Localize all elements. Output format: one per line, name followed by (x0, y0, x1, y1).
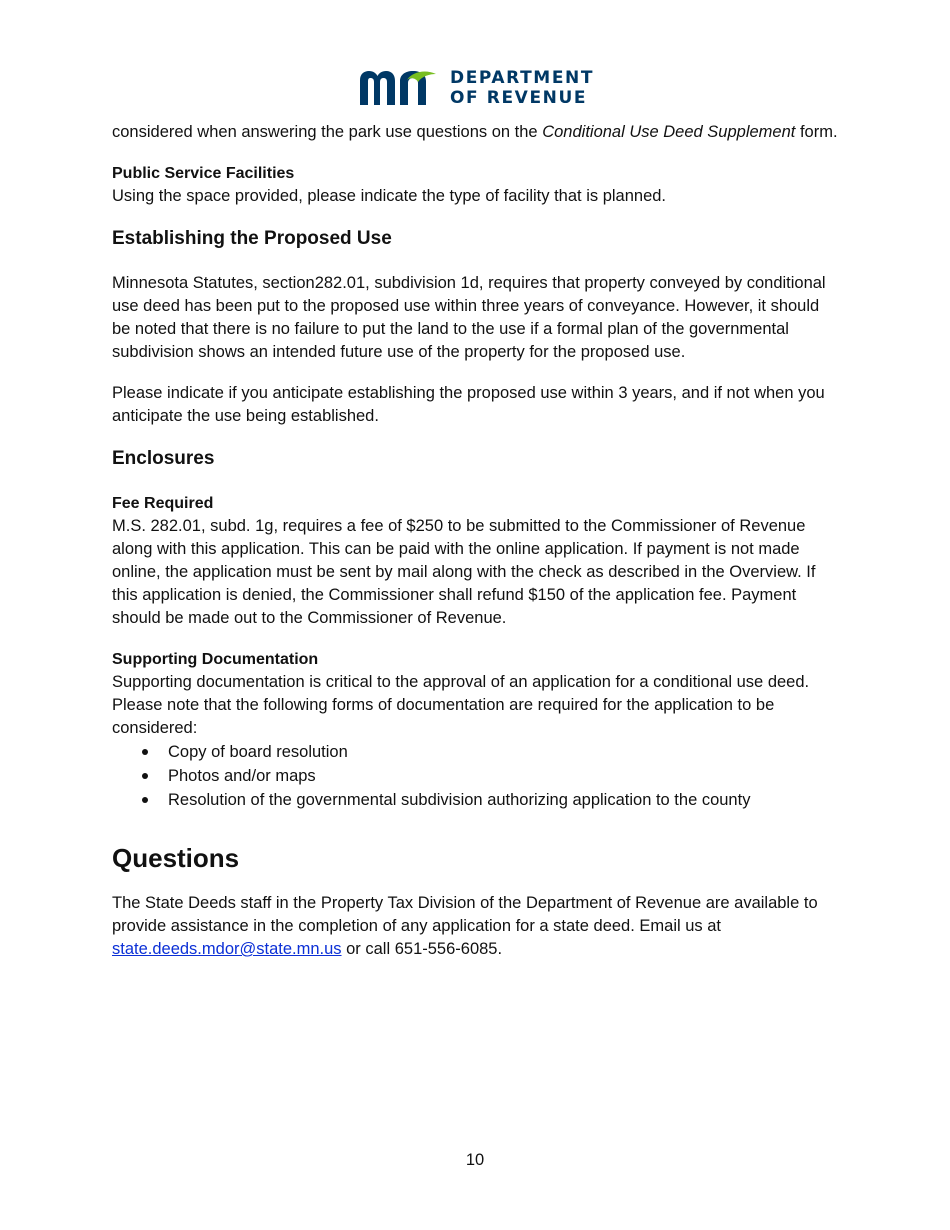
fee-body: M.S. 282.01, subd. 1g, requires a fee of $250 to be submitted to the Commissioner of Revenue along with this application. This can be paid with the online application. If payment is not made online, the application must be sent by mail along with the check as described in the Overview. If this application is denied, the Commissioner shall refund $150 of the application fee. Payment should be made out to the Commissioner of Revenue. (112, 517, 816, 627)
fee-heading: Fee Required (112, 495, 214, 512)
public-service-body: Using the space provided, please indicate the type of facility that is planned. (112, 187, 667, 205)
public-service-section (112, 162, 842, 208)
enclosures-heading: Enclosures (112, 448, 215, 469)
public-service-heading: Public Service Facilities (112, 165, 295, 182)
supporting-docs-body: Supporting documentation is critical to the approval of an application for a conditional use deed. Please note that the following forms of documentation are required for the application to be considered: (112, 673, 810, 737)
intro-text: considered when answering the park use questions on the (112, 123, 543, 141)
list-item: Resolution of the governmental subdivision authorizing application to the county (112, 788, 842, 812)
mn-revenue-logo (360, 66, 594, 110)
supporting-docs-section (112, 648, 842, 812)
supporting-docs-heading: Supporting Documentation (112, 651, 319, 668)
questions-paragraph (112, 892, 842, 961)
email-link[interactable]: state.deeds.mdor@state.mn.us (112, 940, 342, 958)
logo-line-1: DEPARTMENT (450, 68, 595, 88)
questions-text: The State Deeds staff in the Property Tax Division of the Department of Revenue are available to provide assistance in the completion of any application for a state deed. Email us at (112, 894, 818, 935)
logo-line-2: OF REVENUE (450, 88, 588, 108)
questions-heading: Questions (112, 843, 240, 873)
mn-logo-icon (360, 70, 438, 106)
list-item: Photos and/or maps (112, 764, 842, 788)
document-body (112, 121, 842, 961)
logo-text (450, 68, 594, 108)
questions-text-end: or call 651-556-6085. (341, 940, 503, 958)
intro-paragraph (112, 121, 842, 144)
intro-form-name: Conditional Use Deed Supplement (542, 123, 796, 141)
intro-text-end: form. (795, 123, 838, 141)
documentation-list (112, 740, 842, 812)
fee-section (112, 492, 842, 630)
list-item: Copy of board resolution (112, 740, 842, 764)
establishing-paragraph-1: Minnesota Statutes, section282.01, subdivision 1d, requires that property conveyed by conditional use deed has been put to the proposed use within three years of conveyance. However, it should be noted that there is no failure to put the land to the use if a formal plan of the governmental subdivision shows an intended future use of the property for the proposed use. (112, 274, 826, 361)
establishing-heading: Establishing the Proposed Use (112, 228, 392, 249)
page-header (0, 66, 950, 110)
page-number: 10 (465, 1151, 485, 1169)
establishing-paragraph-2: Please indicate if you anticipate establishing the proposed use within 3 years, and if not when you anticipate the use being established. (112, 384, 825, 425)
